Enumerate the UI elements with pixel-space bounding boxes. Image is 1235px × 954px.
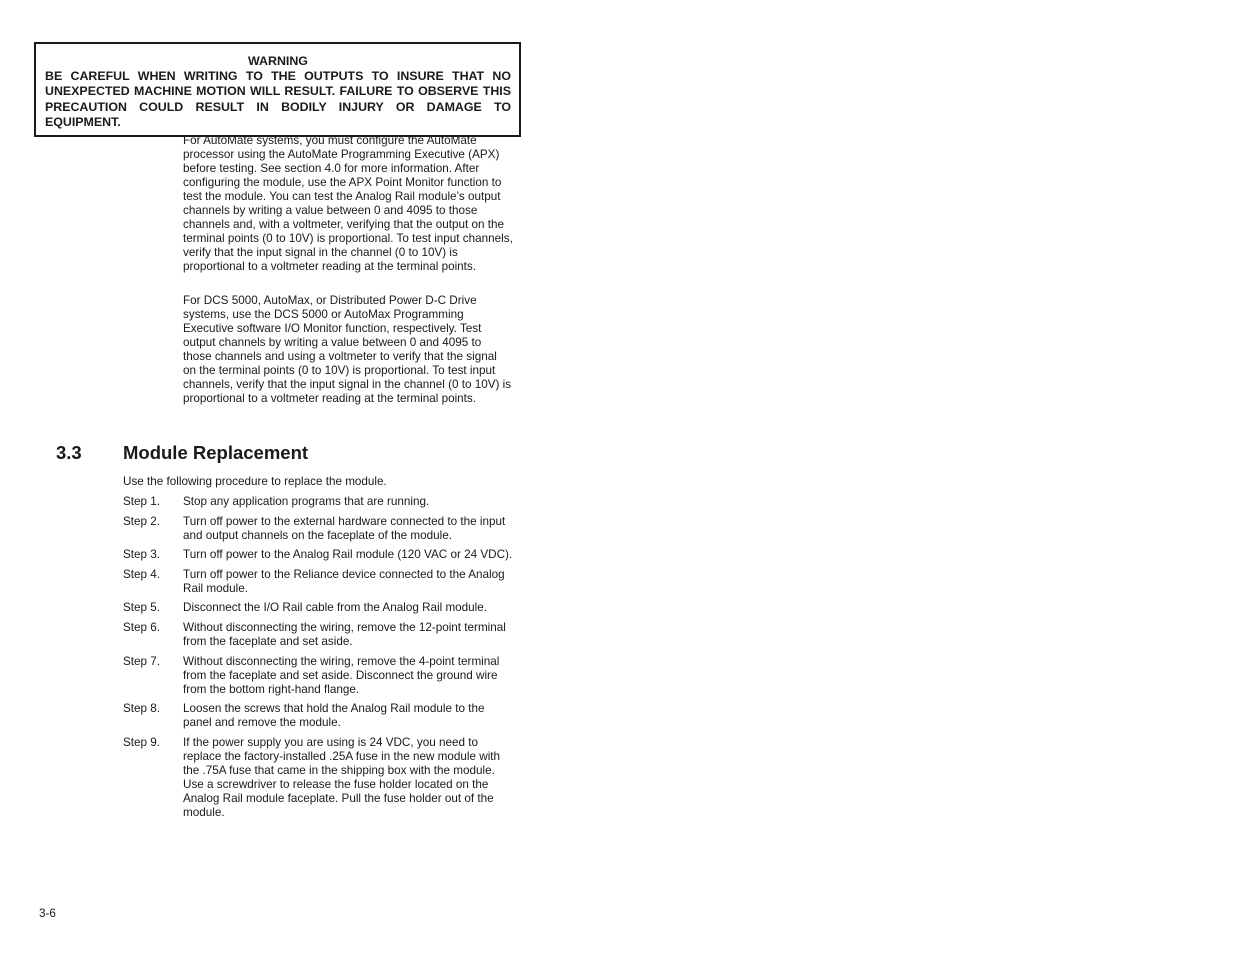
- step-text: Turn off power to the external hardware connected to the input and output channels on the faceplate of the module.: [183, 514, 506, 542]
- step-item: [123, 515, 518, 543]
- step-label: Step 7.: [123, 654, 161, 668]
- step-label: Step 9.: [123, 735, 161, 749]
- step-label: Step 6.: [123, 620, 161, 634]
- step-text: If the power supply you are using is 24 VDC, you need to replace the factory-installed .25A fuse in the new module with the .75A fuse that came in the shipping box with the module. Use a screwdriver to release the fuse holder located on the Analog Rail module faceplate. Pull the fuse holder out of the module.: [183, 735, 501, 819]
- step-item: [123, 736, 518, 820]
- section-title: Module Replacement: [123, 442, 309, 463]
- step-text: Without disconnecting the wiring, remove the 4-point terminal from the faceplate and set aside. Disconnect the ground wire from the bottom right-hand flange.: [183, 654, 500, 696]
- step-text: Turn off power to the Analog Rail module (120 VAC or 24 VDC).: [183, 548, 513, 562]
- step-text: Turn off power to the Reliance device connected to the Analog Rail module.: [183, 567, 505, 595]
- paragraph-automate-testing: For AutoMate systems, you must configure the AutoMate processor using the AutoMate Programming Executive (APX) before testing. See section 4.0 for more information. After configuring the module, use the APX Point Monitor function to test the module. You can test the Analog Rail module’s output channels by writing a value between 0 and 4095 to those channels and, with a voltmeter, verifying that the output on the terminal points (0 to 10V) is proportional. To test input channels, verify that the input signal in the channel (0 to 10V) is proportional to a voltmeter reading at the terminal points.: [183, 134, 513, 273]
- step-item: [123, 621, 518, 649]
- warning-title: WARNING: [248, 54, 308, 68]
- step-text: Disconnect the I/O Rail cable from the Analog Rail module.: [183, 601, 488, 615]
- step-text: Without disconnecting the wiring, remove the 12-point terminal from the faceplate and set aside.: [183, 620, 506, 648]
- step-item: [123, 548, 518, 562]
- step-label: Step 3.: [123, 548, 161, 562]
- step-label: Step 8.: [123, 702, 161, 716]
- step-item: [123, 495, 518, 509]
- paragraph-dcs5000-testing: For DCS 5000, AutoMax, or Distributed Power D-C Drive systems, use the DCS 5000 or AutoMax Programming Executive software I/O Monitor function, respectively. Test output channels by writing a value between 0 and 4095 to those channels and using a voltmeter to verify that the signal on the terminal points (0 to 10V) is proportional. To test input channels, verify that the input signal in the channel (0 to 10V) is proportional to a voltmeter reading at the terminal points.: [183, 294, 512, 405]
- step-text: Loosen the screws that hold the Analog Rail module to the panel and remove the module.: [183, 702, 485, 730]
- step-item: [123, 568, 518, 596]
- warning-box: [34, 42, 521, 137]
- page-number: 3-6: [39, 907, 56, 920]
- step-label: Step 5.: [123, 601, 161, 615]
- step-list: [123, 495, 518, 825]
- step-label: Step 1.: [123, 495, 161, 508]
- step-label: Step 2.: [123, 514, 161, 528]
- step-item: [123, 702, 518, 730]
- section-number: 3.3: [56, 442, 82, 463]
- section-intro: Use the following procedure to replace the module.: [123, 475, 387, 488]
- step-item: [123, 655, 518, 697]
- step-label: Step 4.: [123, 567, 161, 581]
- section-heading: [56, 442, 308, 464]
- step-text: Stop any application programs that are running.: [183, 495, 430, 508]
- warning-text: BE CAREFUL WHEN WRITING TO THE OUTPUTS TO INSURE THAT NO UNEXPECTED MACHINE MOTION WILL RESULT. FAILURE TO OBSERVE THIS PRECAUTION COULD RESULT IN BODILY INJURY OR DAMAGE TO EQUIPMENT.: [45, 69, 511, 129]
- step-item: [123, 601, 518, 615]
